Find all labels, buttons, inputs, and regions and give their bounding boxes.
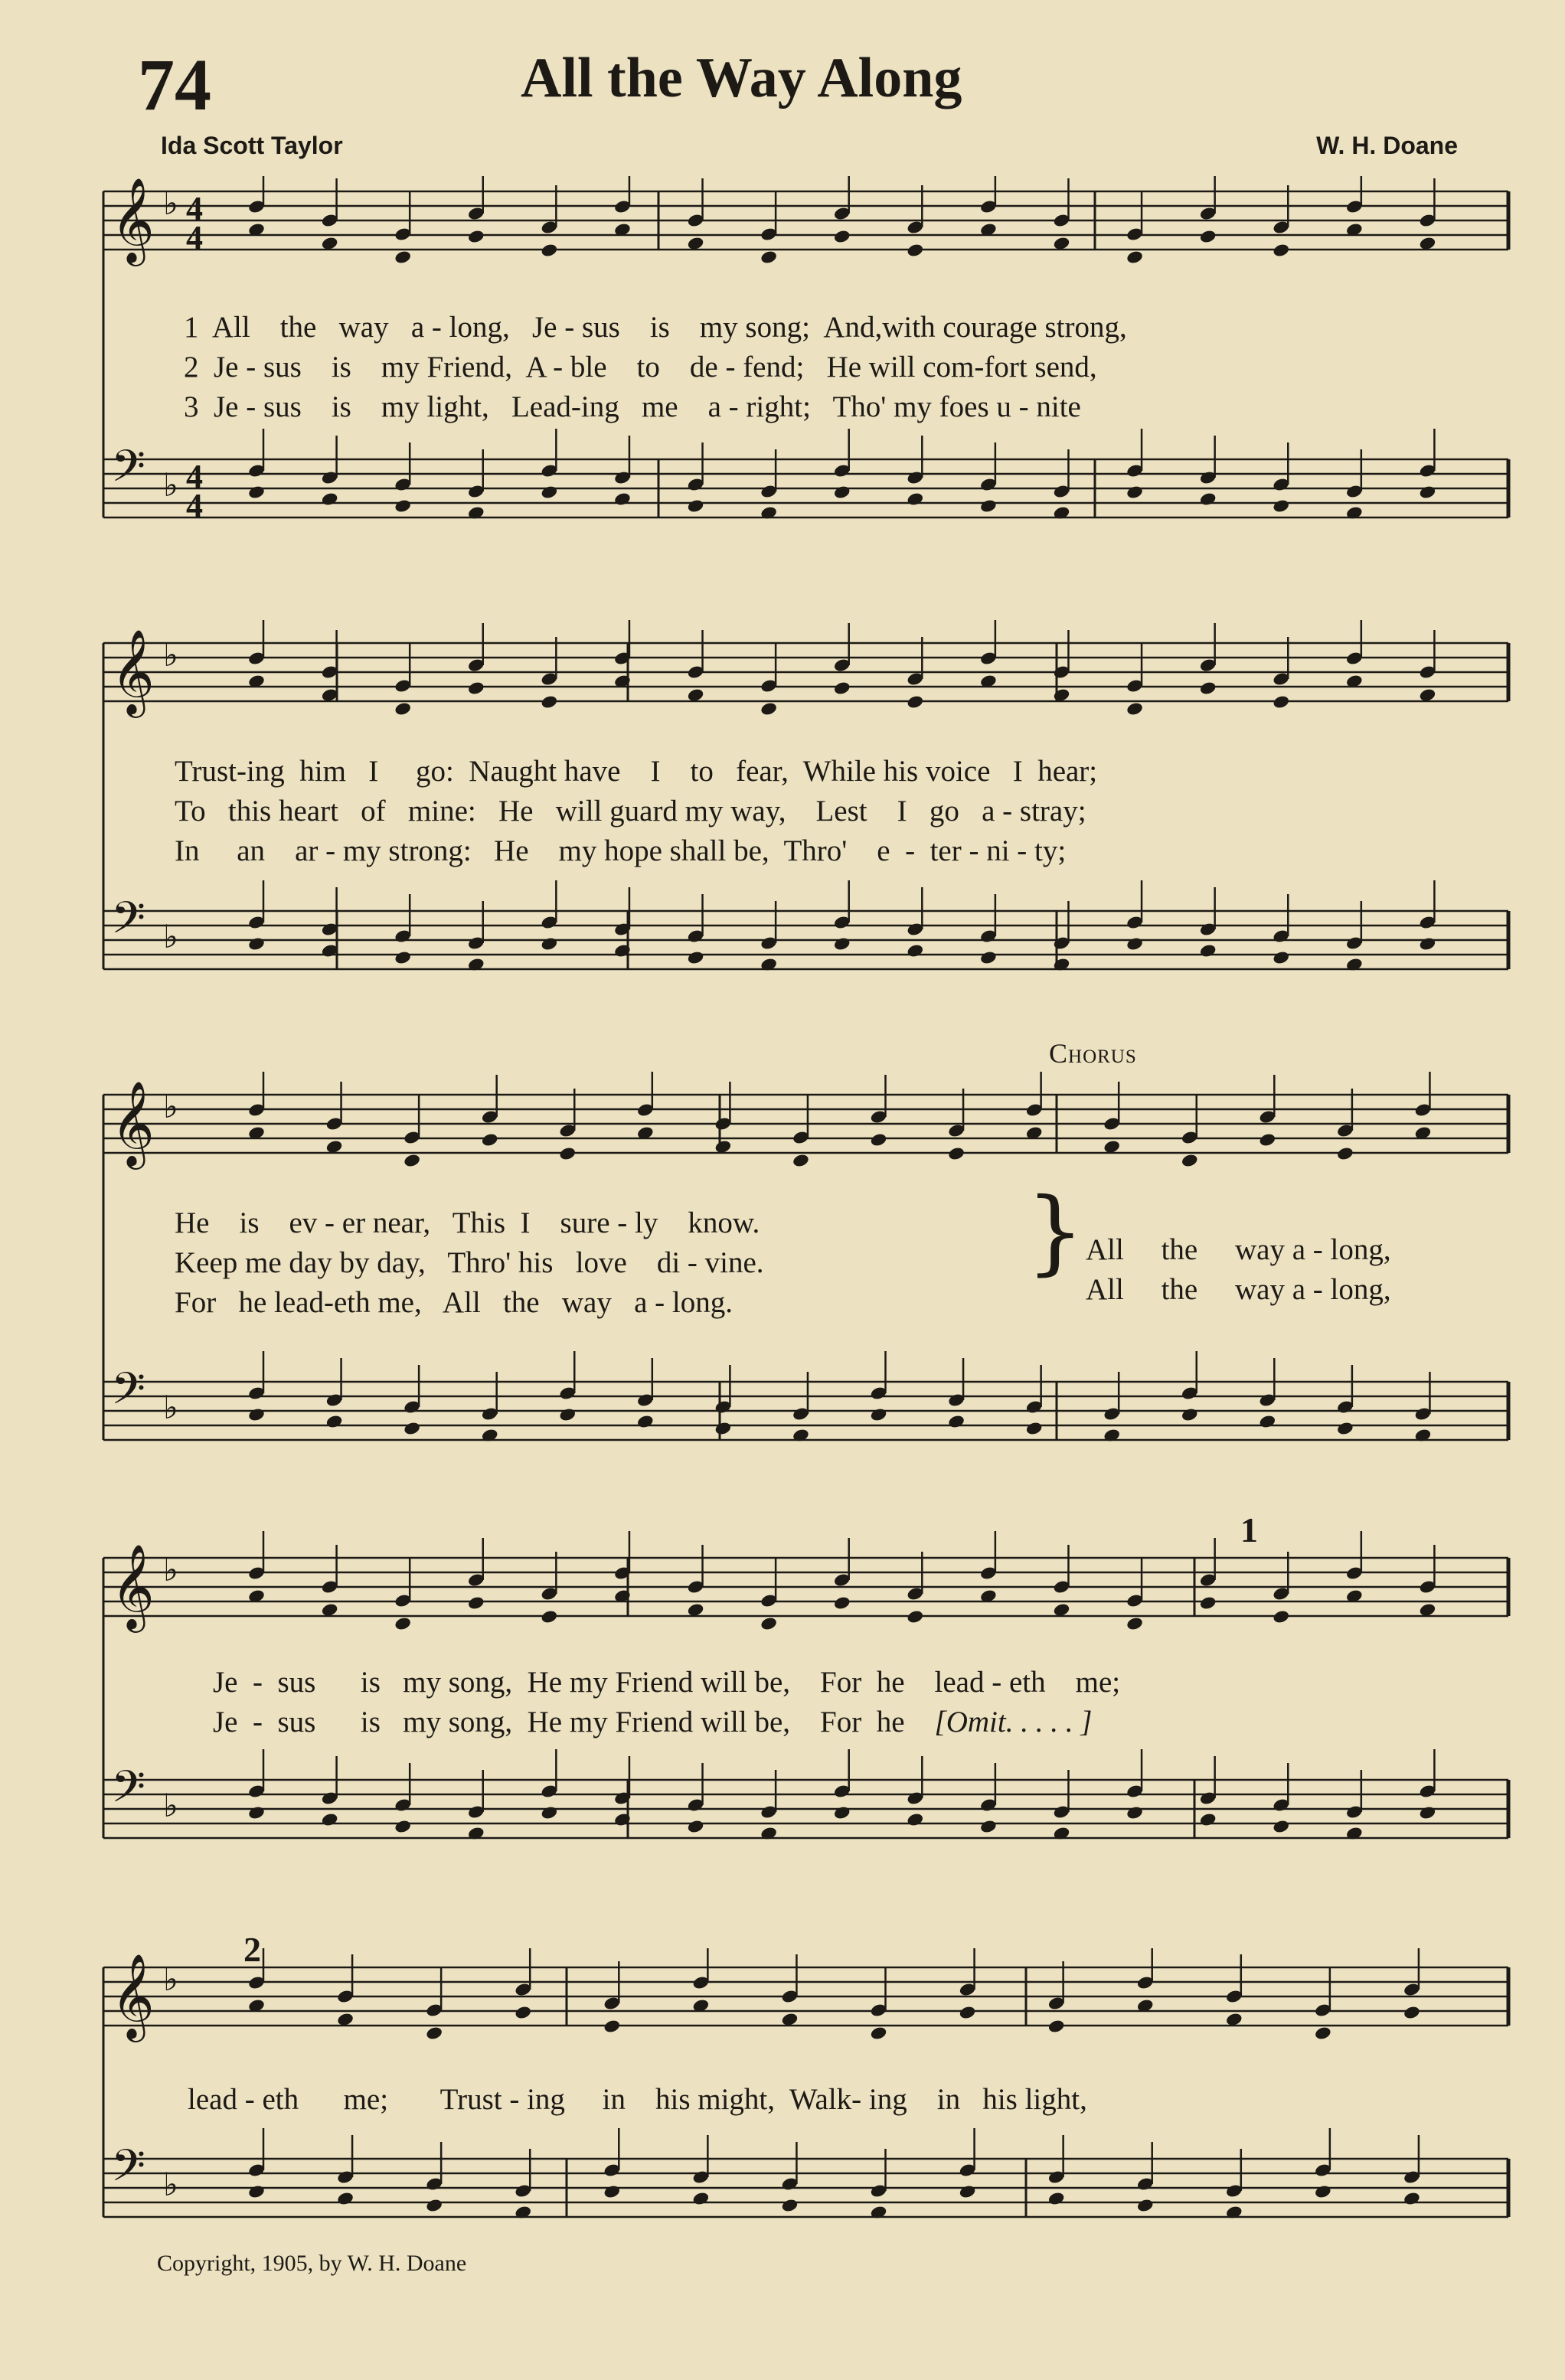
lyric-syllable: Je [213, 1706, 238, 1738]
lyric-syllable: the [502, 1286, 540, 1319]
note-head [907, 694, 925, 710]
note-head [1126, 701, 1144, 717]
note-head [907, 1812, 925, 1827]
note-head [321, 1812, 339, 1827]
note-head [907, 491, 925, 507]
note-head [394, 250, 412, 265]
treble-clef-icon: 𝄞 [111, 1543, 155, 1629]
note-head [959, 2184, 977, 2199]
note-head [467, 229, 485, 244]
music-system-1 [0, 176, 1565, 544]
note-head [1259, 1132, 1277, 1148]
lyric-syllable: Thro' his [447, 1246, 554, 1279]
note-head [760, 250, 778, 265]
lyric-syllable: he lead-eth me, [238, 1286, 422, 1319]
note-head [247, 1407, 266, 1422]
note-head [1181, 1153, 1199, 1168]
note-head [403, 1421, 421, 1436]
lyric-syllable: He [175, 1206, 210, 1239]
lyric-syllable: my song, [403, 1666, 513, 1699]
lyric-syllable: is [331, 390, 351, 423]
note-head [425, 2198, 443, 2213]
hymn-title: All the Way Along [521, 47, 962, 109]
music-system-5 [0, 1930, 1565, 2239]
note-head [687, 498, 705, 514]
copyright-notice: Copyright, 1905, by W. H. Doane [157, 2251, 467, 2276]
note-head [833, 1805, 851, 1820]
music-system-4 [0, 1510, 1565, 1906]
lyric-verse-2 [184, 350, 1097, 384]
lyric-syllable: Trust-ing [175, 755, 285, 788]
note-head [325, 1414, 344, 1429]
note-head [1272, 950, 1290, 965]
lyric-syllable: him [299, 755, 346, 788]
lyric-syllable: the [1161, 1233, 1198, 1266]
note-head [1419, 936, 1437, 952]
lyric-syllable: my song, [403, 1706, 513, 1738]
lyricist: Ida Scott Taylor [161, 132, 343, 159]
note-head [481, 1132, 499, 1148]
bass-clef-icon: 𝄢 [111, 1761, 146, 1823]
lyric-syllable: to [690, 755, 714, 788]
lyric-syllable: All [1086, 1233, 1124, 1266]
lyric-syllable: All [1086, 1273, 1124, 1306]
lyric-syllable: the [279, 311, 317, 344]
note-head [870, 1407, 888, 1422]
lyric-verse-2 [175, 1246, 764, 1280]
note-head [394, 950, 412, 965]
lyric-syllable: This [452, 1206, 506, 1239]
lyric-syllable: the [1161, 1273, 1198, 1306]
note-head [247, 485, 266, 500]
lyric-syllable: I [368, 755, 379, 788]
lyric-syllable: his light, [982, 2083, 1087, 2116]
lyric-syllable: is [331, 351, 351, 384]
note-head [714, 1421, 733, 1436]
note-head [636, 1414, 655, 1429]
lyric-syllable: de - fend; [689, 351, 805, 384]
treble-clef-icon: 𝄞 [111, 628, 155, 714]
lyric-syllable: go [929, 795, 959, 828]
lyric-syllable: mine: [407, 795, 476, 828]
lyric-syllable: While his voice [802, 755, 991, 788]
lyric-syllable: Je [213, 1666, 238, 1699]
note-head [947, 1414, 965, 1429]
note-head [1126, 485, 1144, 500]
note-head [394, 498, 412, 514]
lyric-verse-3 [184, 390, 1081, 424]
note-head [1272, 498, 1290, 514]
lyric-syllable: 1 [184, 311, 199, 344]
lyric-syllable: Thro' [783, 834, 848, 867]
lyric-chorus-2 [1086, 1272, 1391, 1307]
note-head [1126, 1616, 1144, 1631]
lyric-syllable: me; [343, 2083, 389, 2116]
key-flat-icon: ♭ [163, 1389, 178, 1426]
chorus-label: Chorus [1049, 1038, 1137, 1069]
lyric-syllable: All [442, 1286, 481, 1319]
lyric-syllable: this heart [227, 795, 338, 828]
note-head [336, 2191, 354, 2206]
note-head [1199, 229, 1217, 244]
key-flat-icon: ♭ [163, 184, 178, 222]
lyric-syllable: Lest [815, 795, 867, 828]
lyric-syllable: is [649, 311, 670, 344]
time-signature-bottom: 4 [186, 219, 203, 256]
bass-clef-icon: 𝄢 [111, 892, 146, 955]
bass-clef-icon: 𝄢 [111, 440, 146, 503]
note-head [959, 2005, 977, 2020]
lyric-syllable: He [498, 795, 534, 828]
note-head [1047, 2191, 1066, 2206]
key-flat-icon: ♭ [163, 636, 178, 674]
note-head [1047, 2019, 1066, 2034]
lyric-syllable: Keep me day by day, [175, 1246, 426, 1279]
note-head [833, 485, 851, 500]
lyric-syllable: way [561, 1286, 612, 1319]
hymn-number: 74 [138, 44, 211, 126]
note-head [907, 1609, 925, 1624]
note-head [760, 1616, 778, 1631]
lyric-syllable: his might, [655, 2083, 776, 2116]
lyric-syllable: a - right; [707, 390, 811, 423]
lyric-syllable: e [877, 834, 890, 867]
lyric-syllable: Walk- ing [789, 2083, 907, 2116]
note-head [321, 491, 339, 507]
lyric-syllable: 2 [184, 351, 199, 384]
note-head [425, 2026, 443, 2041]
note-head [1136, 2198, 1155, 2213]
lyric-syllable: And,with courage strong, [823, 311, 1127, 344]
key-flat-icon: ♭ [163, 1787, 178, 1824]
lyric-syllable: he [876, 1706, 905, 1738]
lyric-syllable: me [641, 390, 678, 423]
note-head [394, 1616, 412, 1631]
lyric-syllable: my Friend, [381, 351, 513, 384]
lyric-syllable: a - long. [634, 1286, 733, 1319]
note-head [247, 936, 266, 952]
lyric-syllable: way [338, 311, 389, 344]
note-head [1336, 1421, 1354, 1436]
note-head [394, 701, 412, 717]
lyric-syllable: to [636, 351, 660, 384]
note-head [1403, 2005, 1421, 2020]
treble-clef-icon: 𝄞 [111, 1080, 155, 1166]
note-head [833, 936, 851, 952]
note-head [247, 2184, 266, 2199]
lyric-syllable: will guard my way, [555, 795, 786, 828]
lyric-syllable: He my Friend will be, [527, 1706, 791, 1738]
lyric-syllable: ev - er near, [289, 1206, 431, 1239]
time-signature-bottom: 4 [186, 487, 203, 524]
lyric-syllable: hear; [1037, 755, 1098, 788]
note-head [514, 2005, 532, 2020]
lyric-syllable: I [520, 1206, 531, 1239]
note-head [247, 1805, 266, 1820]
note-head [1272, 1819, 1290, 1834]
time-signature-top: 4 [186, 458, 203, 495]
lyric-syllable: is [239, 1206, 260, 1239]
note-head [1272, 243, 1290, 258]
note-head [467, 681, 485, 696]
note-head [1126, 936, 1144, 952]
lyric-syllable: lead - eth [934, 1666, 1046, 1699]
lyric-syllable: is [360, 1666, 381, 1699]
note-head [541, 1805, 559, 1820]
note-head [979, 1819, 998, 1834]
note-head [907, 943, 925, 958]
note-head [792, 1153, 810, 1168]
note-head [760, 701, 778, 717]
note-head [947, 1146, 965, 1161]
lyric-verse-2 [175, 794, 1086, 828]
note-head [1419, 485, 1437, 500]
lyric-syllable: he [876, 1666, 905, 1699]
lyric-syllable: a - stray; [982, 795, 1086, 828]
note-head [541, 485, 559, 500]
note-head [558, 1407, 577, 1422]
time-signature-top: 4 [186, 190, 203, 227]
lyric-syllable: I [650, 755, 661, 788]
lyric-syllable: In [175, 834, 200, 867]
lyric-syllable: For [820, 1666, 862, 1699]
note-head [403, 1153, 421, 1168]
note-head [613, 491, 632, 507]
lyric-syllable: Trust - ing [439, 2083, 565, 2116]
lyric-chorus-1 [1086, 1232, 1391, 1267]
lyric-syllable: sus [277, 1666, 316, 1699]
lyric-syllable: A - ble [525, 351, 607, 384]
note-head [1199, 681, 1217, 696]
lyric-syllable: I [897, 795, 907, 828]
lyric-syllable: sure - ly [560, 1206, 658, 1239]
lyric-verse-3 [175, 834, 1066, 868]
lyric-syllable: sus [277, 1706, 316, 1738]
note-head [1199, 1595, 1217, 1611]
key-flat-icon: ♭ [163, 1960, 178, 1998]
lyric-syllable: - [905, 834, 916, 867]
note-head [1181, 1407, 1199, 1422]
lyric-syllable: my light, [381, 390, 489, 423]
lyric-verse-2 [213, 1705, 1092, 1739]
lyric-syllable: ar - my strong: [295, 834, 472, 867]
lyric-syllable: in [602, 2083, 626, 2116]
note-head [692, 2191, 711, 2206]
treble-clef-icon: 𝄞 [111, 177, 155, 263]
note-head [1419, 1805, 1437, 1820]
note-head [907, 243, 925, 258]
lyric-verse-1 [188, 2082, 1087, 2117]
lyric-verse-1 [184, 310, 1127, 344]
note-head [687, 1819, 705, 1834]
lyric-syllable: way a - long, [1235, 1233, 1391, 1266]
lyric-syllable: a - long, [410, 311, 510, 344]
note-head [1126, 1805, 1144, 1820]
note-head [603, 2019, 621, 2034]
key-flat-icon: ♭ [163, 466, 178, 504]
note-head [541, 936, 559, 952]
lyric-syllable: For [175, 1286, 217, 1319]
first-ending-label: 1 [1240, 1510, 1258, 1549]
note-head [1272, 694, 1290, 710]
lyric-syllable: Je - sus [214, 351, 302, 384]
treble-clef-icon: 𝄞 [111, 1953, 155, 2039]
lyric-syllable: 3 [184, 390, 199, 423]
note-head [541, 1609, 559, 1624]
lyric-syllable: an [237, 834, 266, 867]
lyric-syllable: Je - sus [214, 390, 302, 423]
second-ending-label: 2 [243, 1930, 261, 1969]
lyric-syllable: is [360, 1706, 381, 1738]
lyric-syllable: He [494, 834, 529, 867]
lyric-syllable: Naught have [469, 755, 621, 788]
note-head [394, 1819, 412, 1834]
composer: W. H. Doane [1316, 132, 1458, 159]
lyric-verse-1 [175, 754, 1097, 788]
key-flat-icon: ♭ [163, 1088, 178, 1125]
note-head [1199, 1812, 1217, 1827]
lyric-syllable: fear, [736, 755, 789, 788]
lyric-syllable: All [211, 311, 250, 344]
note-head [979, 498, 998, 514]
lyric-syllable: me; [1075, 1666, 1121, 1699]
lyric-syllable: go: [415, 755, 454, 788]
lyric-verse-3 [175, 1285, 733, 1320]
lyric-syllable: He my Friend will be, [527, 1666, 791, 1699]
note-head [687, 950, 705, 965]
note-head [467, 1595, 485, 1611]
key-flat-icon: ♭ [163, 918, 178, 955]
key-flat-icon: ♭ [163, 1551, 178, 1588]
verse-brace: } [1026, 1179, 1085, 1285]
lyric-syllable: [Omit. . . . . ] [934, 1706, 1093, 1738]
key-flat-icon: ♭ [163, 2166, 178, 2203]
note-head [541, 694, 559, 710]
lyric-syllable: Je - sus [531, 311, 620, 344]
note-head [603, 2184, 621, 2199]
lyric-syllable: He will com-fort send, [826, 351, 1097, 384]
note-head [1336, 1146, 1354, 1161]
music-system-3 [0, 1072, 1565, 1470]
note-head [833, 681, 851, 696]
note-head [1199, 943, 1217, 958]
note-head [1403, 2191, 1421, 2206]
note-head [558, 1146, 577, 1161]
note-head [833, 1595, 851, 1611]
lyric-syllable: lead - eth [188, 2083, 299, 2116]
lyric-syllable: To [175, 795, 206, 828]
lyric-syllable: in [936, 2083, 961, 2116]
lyric-syllable: I [1012, 755, 1023, 788]
lyric-syllable: know. [688, 1206, 760, 1239]
bass-clef-icon: 𝄢 [111, 2140, 146, 2202]
lyric-syllable: ter - ni - ty; [930, 834, 1067, 867]
lyric-syllable: For [820, 1706, 862, 1738]
note-head [1314, 2026, 1332, 2041]
bass-clef-icon: 𝄢 [111, 1363, 146, 1425]
note-head [1025, 1421, 1044, 1436]
lyric-verse-1 [213, 1665, 1120, 1699]
lyric-syllable: of [361, 795, 386, 828]
lyric-syllable: Tho' my foes u - nite [832, 390, 1081, 423]
note-head [870, 1132, 888, 1148]
note-head [781, 2198, 799, 2213]
lyric-syllable: my song; [699, 311, 810, 344]
lyric-syllable: my hope shall be, [558, 834, 769, 867]
music-system-2 [0, 620, 1565, 1010]
lyric-syllable: - [253, 1706, 263, 1738]
note-head [1199, 491, 1217, 507]
lyric-syllable: - [253, 1666, 263, 1699]
note-head [541, 243, 559, 258]
note-head [979, 950, 998, 965]
lyric-verse-1 [175, 1206, 760, 1240]
note-head [1314, 2184, 1332, 2199]
lyric-syllable: Lead-ing [511, 390, 619, 423]
note-head [1259, 1414, 1277, 1429]
note-head [1126, 250, 1144, 265]
lyric-syllable: love [575, 1246, 627, 1279]
lyric-syllable: di - vine. [656, 1246, 764, 1279]
lyric-syllable: way a - long, [1235, 1273, 1391, 1306]
note-head [1272, 1609, 1290, 1624]
note-head [833, 229, 851, 244]
note-head [870, 2026, 888, 2041]
